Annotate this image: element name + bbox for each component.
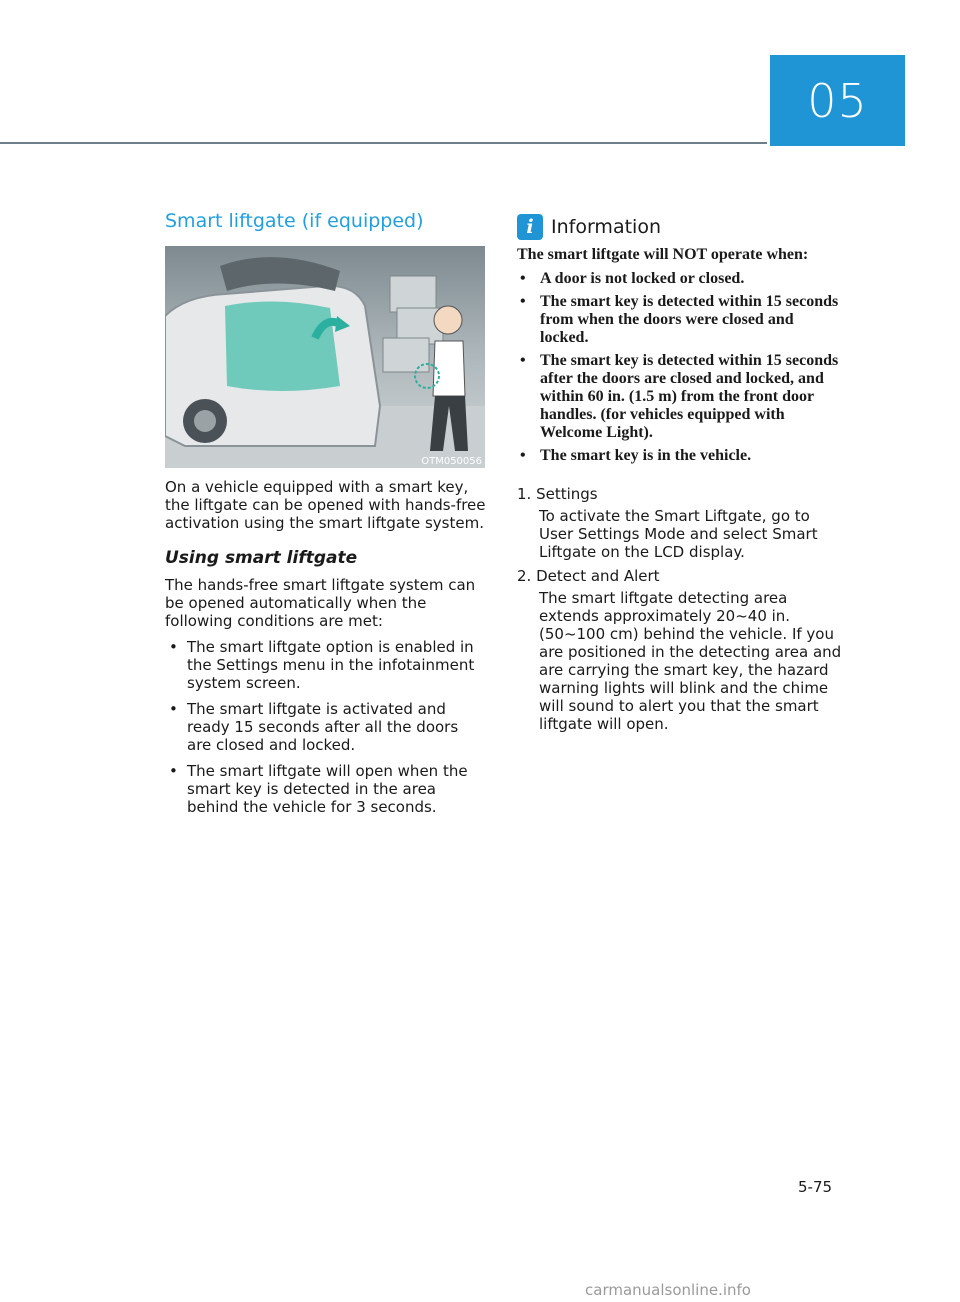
info-title: Information (551, 216, 661, 238)
page-number: 5-75 (798, 1178, 833, 1196)
condition-text: The smart liftgate option is enabled in the Settings menu in the infotainment system screen. (187, 638, 475, 692)
step-title: 1. Settings (517, 485, 598, 503)
step-text: The smart liftgate detecting area extends approximately 20~40 in. (50~100 cm) behind the vehicle. If you are positioned in the detecting area and are carrying the smart key, the hazard warning lights will blink and the chime will sound to alert you that the smart liftgate will open. (539, 589, 842, 733)
smart-liftgate-figure (165, 246, 485, 468)
info-item-text: A door is not locked or closed. (540, 270, 745, 287)
list-item: • The smart key is detected within 15 seconds after the doors are closed and locked, and within 60 in. (1.5 m) from the front door handles. (for vehicles equipped with Welcome Light). (520, 352, 839, 441)
watermark[interactable]: carmanualsonline.info (585, 1281, 751, 1299)
section-title: Smart liftgate (if equipped) (165, 210, 424, 232)
list-item: • A door is not locked or closed. (520, 270, 745, 287)
list-item: • The smart key is in the vehicle. (520, 447, 752, 464)
conditions-list (165, 638, 487, 816)
figure-caption: OTM050056 (421, 456, 482, 467)
info-item-text: The smart key is detected within 15 seconds from when the doors were closed and locked. (540, 293, 839, 346)
info-header (517, 214, 842, 240)
chapter-tab: 05 (770, 55, 905, 146)
list-item: • The smart liftgate option is enabled in the Settings menu in the infotainment system screen. (169, 638, 475, 692)
info-lead: The smart liftgate will NOT operate when: (517, 246, 809, 263)
condition-text: The smart liftgate is activated and ready 15 seconds after all the doors are closed and locked. (187, 700, 459, 754)
right-column (517, 214, 842, 739)
list-item: • The smart liftgate will open when the smart key is detected in the area behind the vehicle for 3 seconds. (169, 762, 468, 816)
info-item-text: The smart key is in the vehicle. (540, 447, 752, 464)
step-title: 2. Detect and Alert (517, 567, 660, 585)
steps-list (517, 485, 842, 733)
info-list (517, 270, 842, 465)
info-item-text: The smart key is detected within 15 seconds after the doors are closed and locked, and within 60 in. (1.5 m) from the front door handles. (for vehicles equipped with Welcome Light). (540, 352, 839, 441)
subheading: Using smart liftgate (165, 548, 358, 568)
list-item (517, 485, 842, 561)
list-item: • The smart liftgate is activated and ready 15 seconds after all the doors are closed and locked. (169, 700, 459, 754)
info-icon: i (517, 214, 543, 240)
intro-paragraph: On a vehicle equipped with a smart key, the liftgate can be opened with hands-free activation using the smart liftgate system. (165, 478, 486, 532)
list-item (517, 567, 842, 733)
liftgate-illustration (165, 246, 485, 468)
step-text: To activate the Smart Liftgate, go to User Settings Mode and select Smart Liftgate on the LCD display. (539, 507, 818, 561)
using-paragraph: The hands-free smart liftgate system can be opened automatically when the following conditions are met: (165, 576, 476, 630)
condition-text: The smart liftgate will open when the smart key is detected in the area behind the vehicle for 3 seconds. (187, 762, 468, 816)
header-rule (0, 142, 767, 144)
left-column (165, 210, 487, 824)
list-item: • The smart key is detected within 15 seconds from when the doors were closed and locked. (520, 293, 839, 346)
